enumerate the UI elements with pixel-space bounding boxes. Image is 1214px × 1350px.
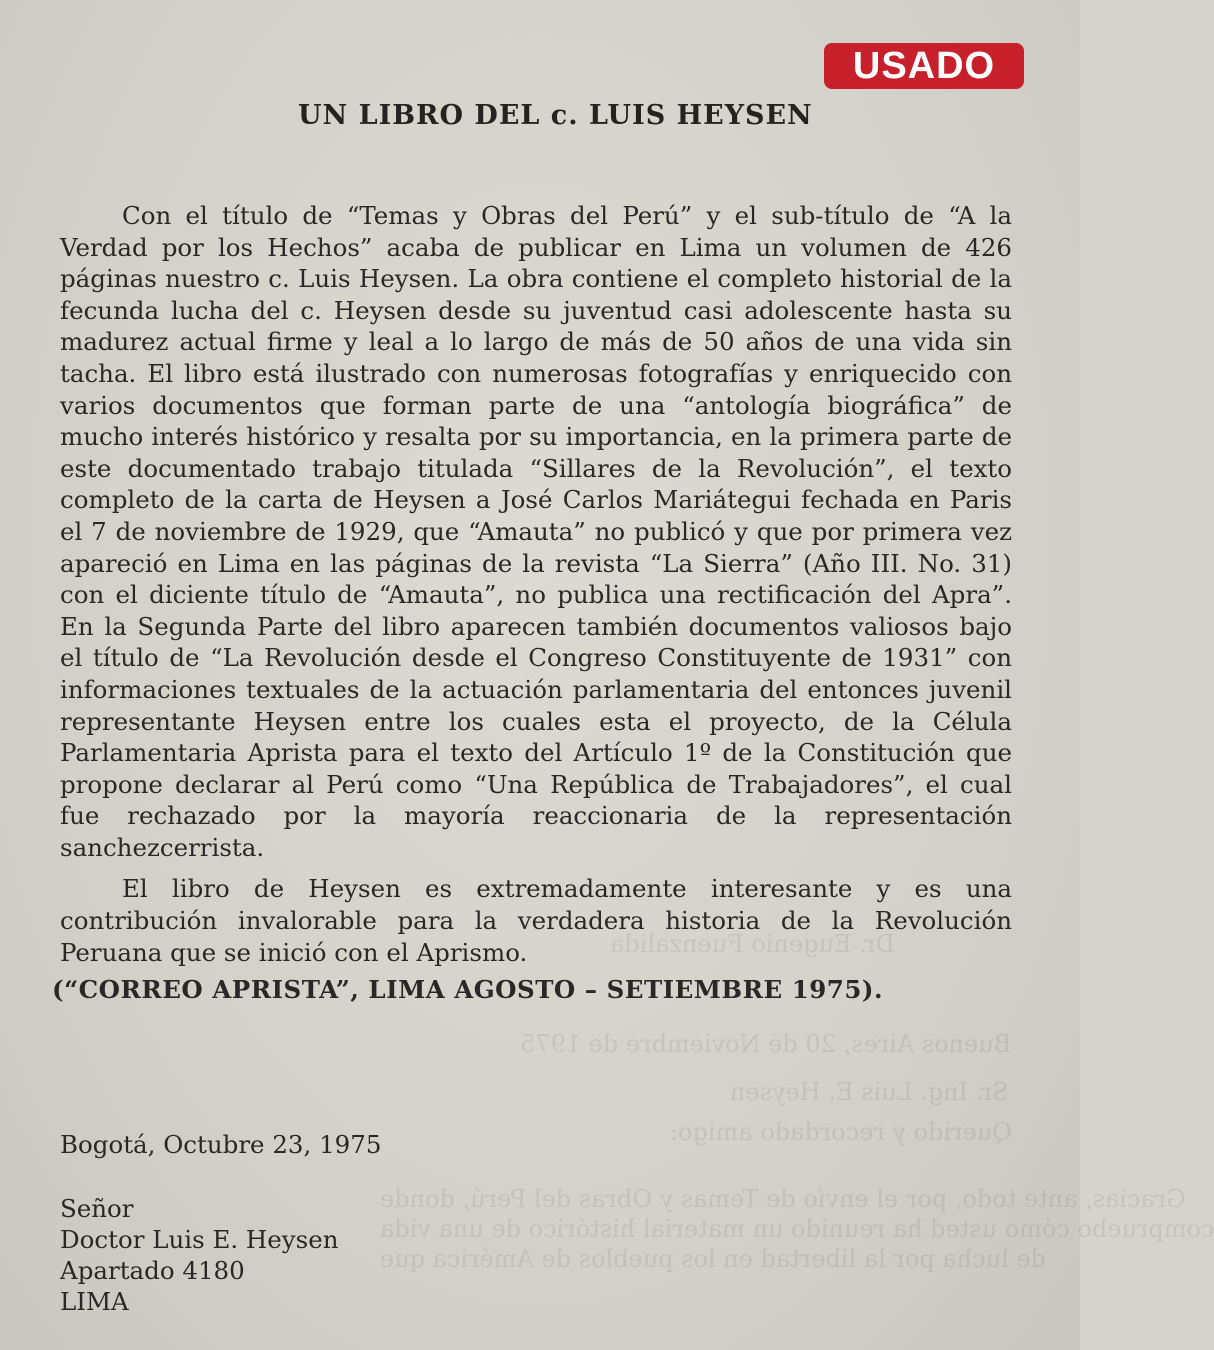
address-salutation: Señor bbox=[60, 1194, 134, 1223]
address-name: Doctor Luis E. Heysen bbox=[60, 1225, 339, 1254]
source-citation: (“CORREO APRISTA”, LIMA AGOSTO – SETIEMBRE 1975). bbox=[52, 975, 884, 1004]
address-city: LIMA bbox=[60, 1287, 129, 1316]
letter-date: Bogotá, Octubre 23, 1975 bbox=[60, 1130, 382, 1159]
show-through-text: compruebo cómo usted ha reunido un material histórico de una vida bbox=[380, 1215, 1214, 1243]
paragraph: El libro de Heysen es extremadamente interesante y es una contribución invalorable para la verdadera historia de la Revolución Peruana que se inició con el Aprismo. bbox=[60, 874, 1012, 967]
address-box: Apartado 4180 bbox=[60, 1256, 245, 1285]
show-through-text: Sr. Ing. Luis E. Heysen bbox=[730, 1078, 1009, 1106]
show-through-text: de lucha por la libertad en los pueblos de América que bbox=[380, 1245, 1046, 1273]
show-through-text: Gracias, ante todo, por el envío de Temas y Obras del Perú, donde bbox=[380, 1185, 1186, 1213]
show-through-text: Buenos Aires, 20 de Noviembre de 1975 bbox=[520, 1030, 1012, 1058]
paragraph: Con el título de “Temas y Obras del Perú” y el sub-título de “A la Verdad por los Hechos” acaba de publicar en Lima un volumen de 426 páginas nuestro c. Luis Heysen. La obra contiene el completo historial de la fecunda lucha del c. Heysen desde su juventud casi adolescente hasta su madurez actual firme y leal a lo largo de más de 50 años de una vida sin tacha. El libro está ilustrado con numerosas fotografías y enriquecido con varios documentos que forman parte de una “antología biográfica” de mucho interés histórico y resalta por su importancia, en la primera parte de este documentado trabajo titulada “Sillares de la Revolución”, el texto completo de la carta de Heysen a José Carlos Mariátegui fechada en Paris el 7 de noviembre de 1929, que “Amauta” no publicó y que por primera vez apareció en Lima en las páginas de la revista “La Sierra” (Año III. No. 31) con el diciente título de “Amauta”, no publica una rectificación del Apra”. En la Segunda Parte del libro aparecen también documentos valiosos bajo el título de “La Revolución desde el Congreso Constituyente de 1931” con informaciones textuales de la actuación parlamentaria del entonces juvenil representante Heysen entre los cuales esta el proyecto, de la Célula Parlamentaria Aprista para el texto del Artículo 1º de la Constitución que propone declarar al Perú como “Una República de Trabajadores”, el cual fue rechazado por la mayoría reaccionaria de la representación sanchezcerrista. bbox=[60, 201, 1012, 862]
used-badge: USADO bbox=[824, 43, 1024, 89]
show-through-text: Querido y recordado amigo: bbox=[670, 1118, 1012, 1146]
article-body bbox=[60, 200, 1012, 968]
letter-address bbox=[60, 1193, 338, 1317]
page-title: UN LIBRO DEL c. LUIS HEYSEN bbox=[298, 100, 813, 131]
show-through-text: Dr. Eugenio Fuenzalida bbox=[610, 930, 895, 958]
